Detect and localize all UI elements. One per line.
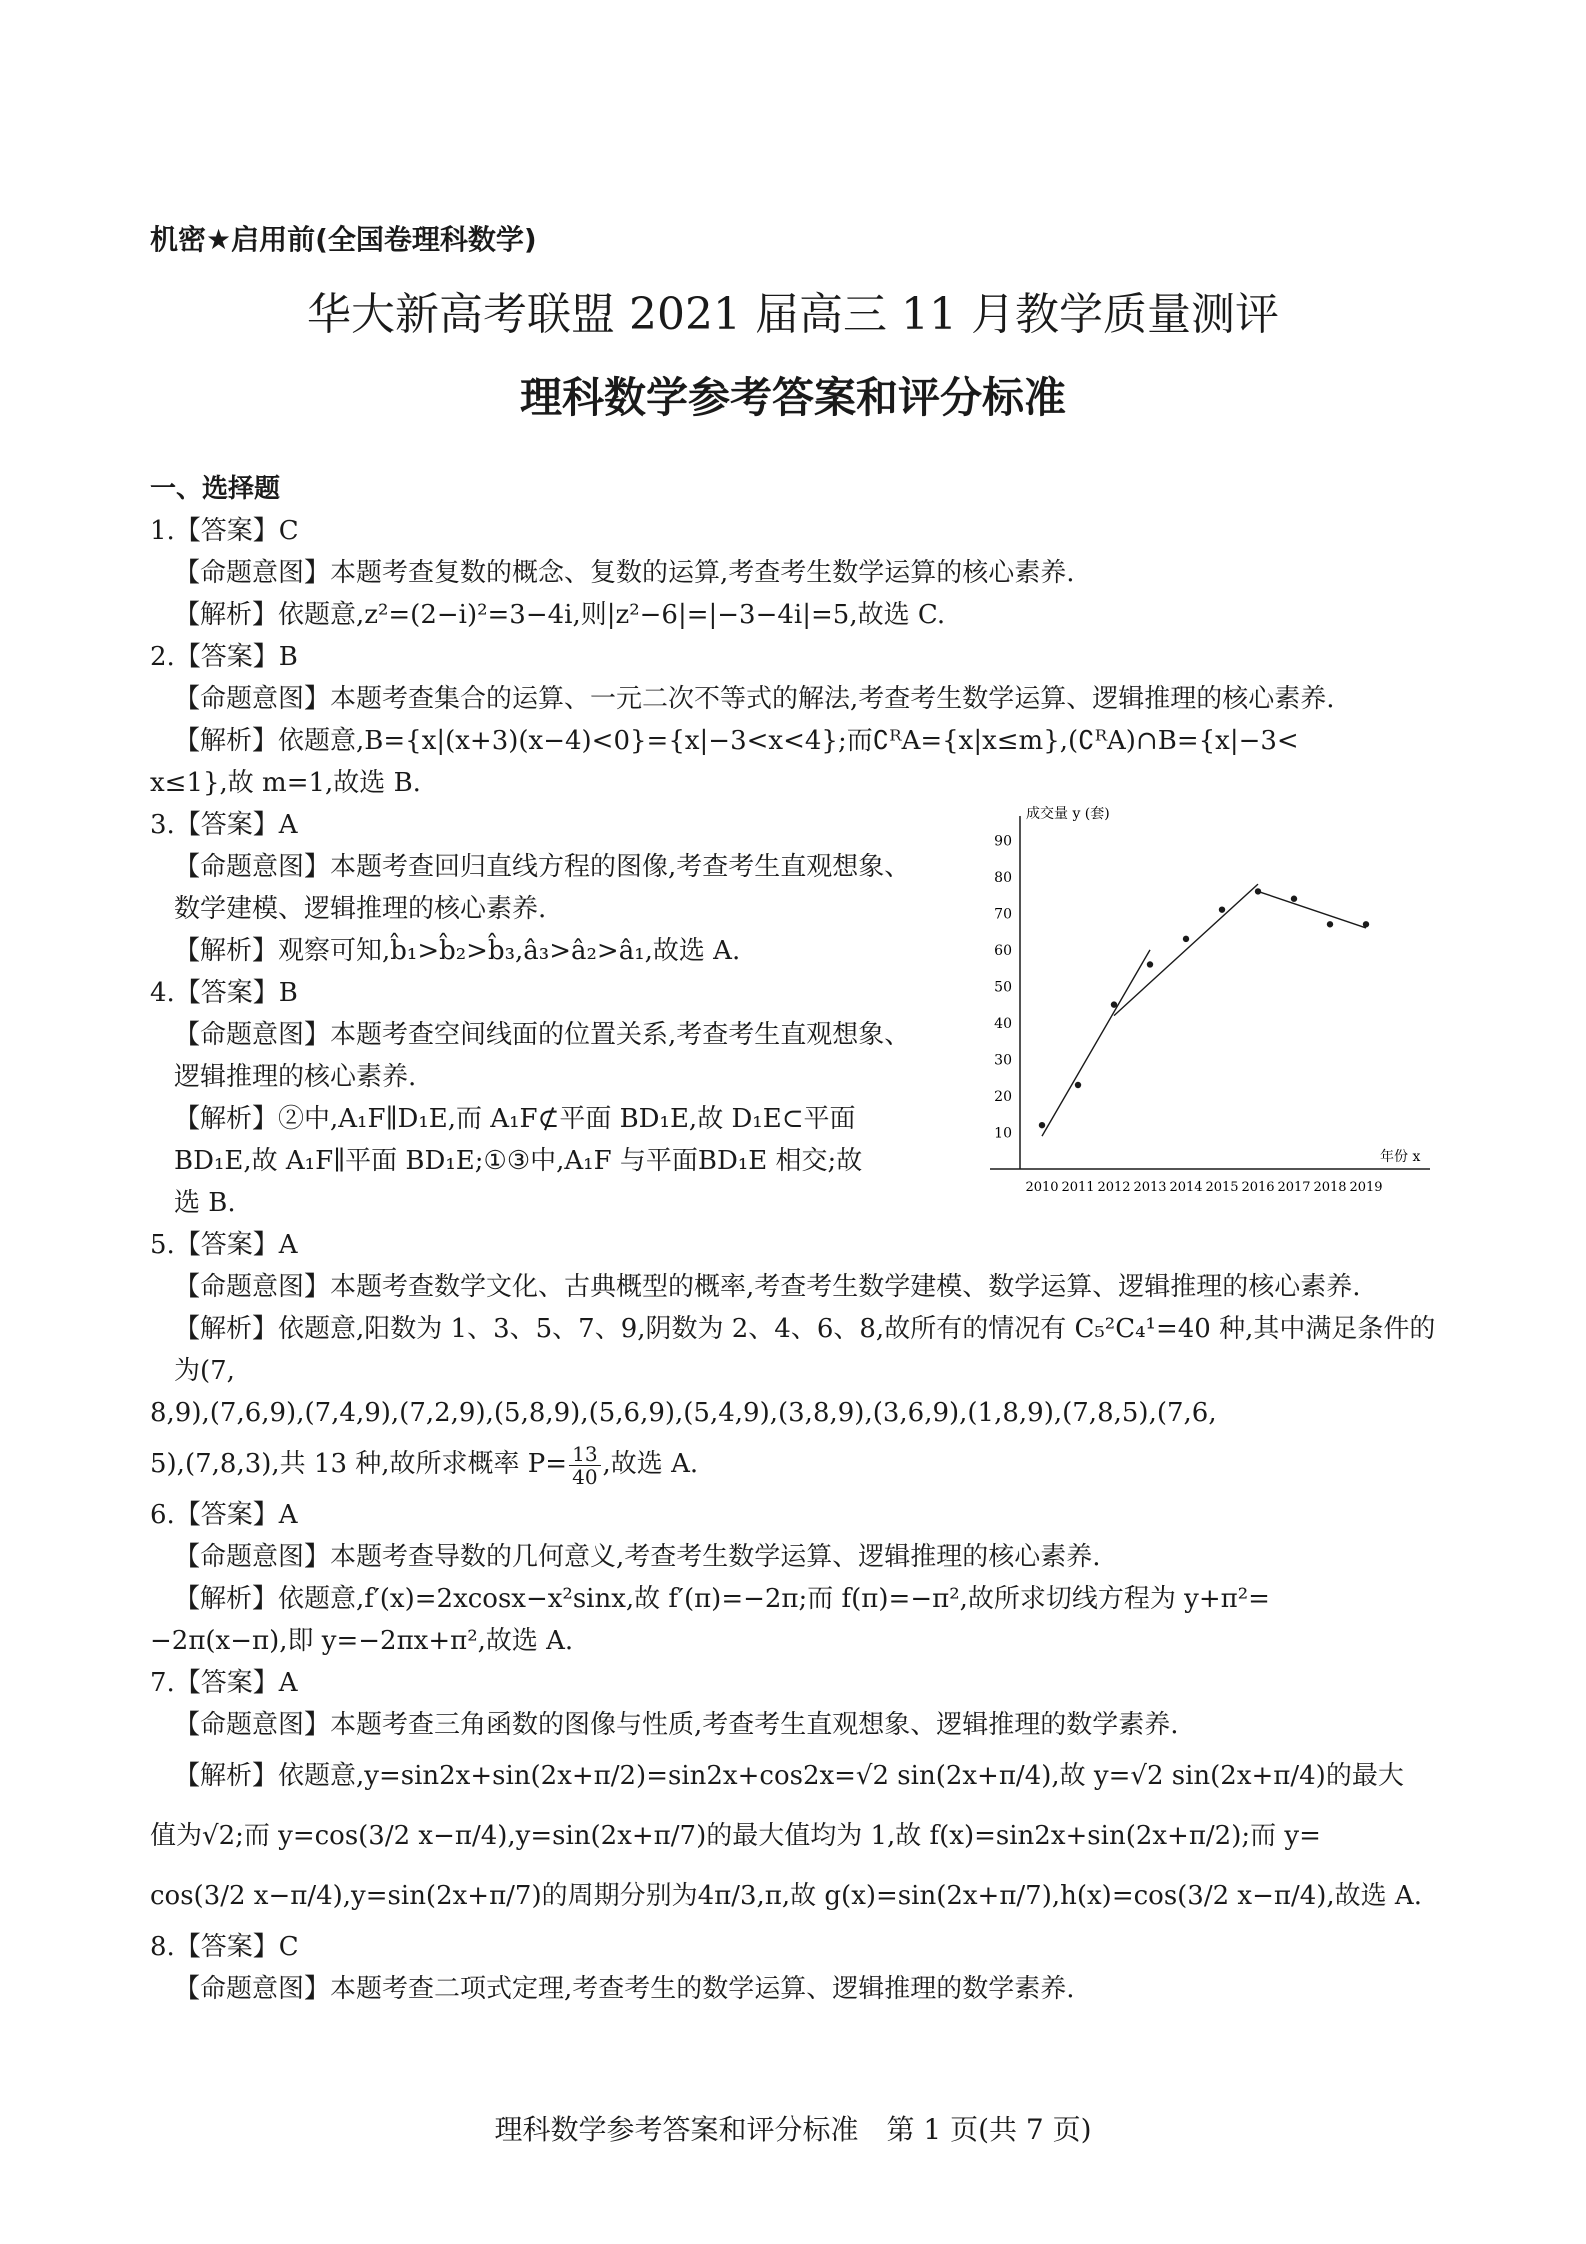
q5-solution-line3	[150, 1434, 1440, 1494]
data-point	[1219, 906, 1225, 912]
y-tick-group	[994, 833, 1012, 1141]
fraction-numerator: 13	[569, 1443, 600, 1466]
q3-solution: 【解析】观察可知,b̂₁>b̂₂>b̂₃,â₃>â₂>â₁,故选 A.	[174, 936, 741, 966]
y-tick-label: 30	[994, 1052, 1012, 1069]
page-footer: 理科数学参考答案和评分标准 第 1 页(共 7 页)	[494, 2113, 1092, 2146]
x-tick-label: 2013	[1133, 1180, 1167, 1195]
q4-answer: 4.【答案】B	[150, 978, 298, 1008]
q4-solution-line2: BD₁E,故 A₁F∥平面 BD₁E;①③中,A₁F 与平面BD₁E 相交;故	[174, 1146, 863, 1176]
fraction-denominator: 40	[572, 1464, 598, 1489]
regression-line	[1114, 884, 1258, 1015]
data-point	[1111, 1001, 1117, 1007]
y-tick-label: 10	[994, 1125, 1012, 1142]
q3-q4-block	[150, 804, 1440, 1224]
x-tick-group	[1025, 1180, 1382, 1195]
y-tick-label: 70	[994, 906, 1012, 923]
data-point	[1327, 921, 1333, 927]
q1-intent: 【命题意图】本题考查复数的概念、复数的运算,考查考生数学运算的核心素养.	[174, 558, 1075, 588]
q7-solution-line3: cos(3/2 x−π/4),y=sin(2x+π/7)的周期分别为4π/3,π,故 g(x)=sin(2x+π/7),h(x)=cos(3/2 x−π/4),故选 A.	[150, 1881, 1422, 1911]
section-heading: 一、选择题	[150, 474, 281, 504]
regression-line	[1258, 891, 1366, 928]
confidential-label: 机密★启用前(全国卷理科数学)	[150, 223, 537, 256]
q2-solution-line2: x≤1},故 m=1,故选 B.	[150, 768, 421, 798]
data-point	[1039, 1122, 1045, 1128]
q5-solution-line3b: ,故选 A.	[602, 1449, 699, 1479]
q4-intent-line1: 【命题意图】本题考查空间线面的位置关系,考查考生直观想象、	[174, 1020, 911, 1050]
x-tick-label: 2012	[1097, 1180, 1131, 1195]
q6-intent: 【命题意图】本题考查导数的几何意义,考查考生数学运算、逻辑推理的核心素养.	[174, 1542, 1101, 1572]
page-subtitle: 理科数学参考答案和评分标准	[519, 373, 1066, 422]
q2-intent: 【命题意图】本题考查集合的运算、一元二次不等式的解法,考查考生数学运算、逻辑推理的核心素养.	[174, 684, 1335, 714]
q8-answer: 8.【答案】C	[150, 1932, 299, 1962]
q6-answer: 6.【答案】A	[150, 1500, 298, 1530]
y-tick-label: 80	[994, 869, 1012, 886]
y-tick-label: 90	[994, 833, 1012, 850]
x-tick-label: 2011	[1061, 1180, 1095, 1195]
y-tick-label: 40	[994, 1015, 1012, 1032]
q4-solution-line3: 选 B.	[174, 1188, 236, 1218]
q7-intent: 【命题意图】本题考查三角函数的图像与性质,考查考生直观想象、逻辑推理的数学素养.	[174, 1710, 1179, 1740]
q3-intent-line2: 数学建模、逻辑推理的核心素养.	[174, 894, 547, 924]
q5-solution-line3a: 5),(7,8,3),共 13 种,故所求概率 P=	[150, 1449, 568, 1479]
data-point-group	[1039, 888, 1369, 1128]
y-tick-label: 60	[994, 942, 1012, 959]
q2-answer: 2.【答案】B	[150, 642, 298, 672]
data-point	[1075, 1082, 1081, 1088]
q3-answer: 3.【答案】A	[150, 810, 298, 840]
y-axis-label: 成交量 y (套)	[1026, 806, 1110, 822]
q8-intent: 【命题意图】本题考查二项式定理,考查考生的数学运算、逻辑推理的数学素养.	[174, 1974, 1075, 2004]
q5-solution-line1: 【解析】依题意,阳数为 1、3、5、7、9,阴数为 2、4、6、8,故所有的情况有 C₅²C₄¹=40 种,其中满足条件的为(7,	[174, 1314, 1436, 1386]
q7-answer: 7.【答案】A	[150, 1668, 298, 1698]
chart-svg	[970, 804, 1450, 1214]
q1-answer: 1.【答案】C	[150, 516, 299, 546]
q3-intent-line1: 【命题意图】本题考查回归直线方程的图像,考查考生直观想象、	[174, 852, 911, 882]
data-point	[1291, 896, 1297, 902]
q4-solution-line1: 【解析】②中,A₁F∥D₁E,而 A₁F⊄平面 BD₁E,故 D₁E⊂平面	[174, 1104, 856, 1134]
fit-line-group	[1042, 884, 1366, 1136]
q6-solution-line2: −2π(x−π),即 y=−2πx+π²,故选 A.	[150, 1626, 574, 1656]
q7-solution-line1: 【解析】依题意,y=sin2x+sin(2x+π/2)=sin2x+cos2x=√2 sin(2x+π/4),故 y=√2 sin(2x+π/4)的最大	[174, 1761, 1404, 1791]
y-tick-label: 20	[994, 1088, 1012, 1105]
x-tick-label: 2017	[1277, 1180, 1311, 1195]
q7-solution-line2: 值为√2;而 y=cos(3/2 x−π/4),y=sin(2x+π/7)的最大值均为 1,故 f(x)=sin2x+sin(2x+π/2);而 y=	[150, 1821, 1321, 1851]
data-point	[1147, 961, 1153, 967]
x-tick-label: 2014	[1169, 1180, 1203, 1195]
data-point	[1255, 888, 1261, 894]
q6-solution-line1: 【解析】依题意,f′(x)=2xcosx−x²sinx,故 f′(π)=−2π;而 f(π)=−π²,故所求切线方程为 y+π²=	[174, 1584, 1270, 1614]
x-tick-label: 2010	[1025, 1180, 1059, 1195]
x-tick-label: 2015	[1205, 1180, 1239, 1195]
x-tick-label: 2016	[1241, 1180, 1275, 1195]
probability-fraction	[569, 1443, 600, 1488]
data-point	[1363, 921, 1369, 927]
regression-chart	[970, 804, 1450, 1214]
answers-content	[150, 468, 1440, 2010]
q5-intent: 【命题意图】本题考查数学文化、古典概型的概率,考查考生数学建模、数学运算、逻辑推理的核心素养.	[174, 1272, 1361, 1302]
regression-line	[1042, 950, 1150, 1136]
q2-solution-line1: 【解析】依题意,B={x|(x+3)(x−4)<0}={x|−3<x<4};而∁ᴿA={x|x≤m},(∁ᴿA)∩B={x|−3<	[174, 726, 1299, 756]
q5-answer: 5.【答案】A	[150, 1230, 298, 1260]
x-tick-label: 2019	[1349, 1180, 1383, 1195]
q4-intent-line2: 逻辑推理的核心素养.	[174, 1062, 417, 1092]
q1-solution: 【解析】依题意,z²=(2−i)²=3−4i,则|z²−6|=|−3−4i|=5,故选 C.	[174, 600, 946, 630]
x-axis-label: 年份 x	[1380, 1149, 1421, 1165]
x-tick-label: 2018	[1313, 1180, 1347, 1195]
data-point	[1183, 936, 1189, 942]
q5-solution-line2: 8,9),(7,6,9),(7,4,9),(7,2,9),(5,8,9),(5,6,9),(5,4,9),(3,8,9),(3,6,9),(1,8,9),(7,8,5),(7,6,	[150, 1398, 1217, 1428]
y-tick-label: 50	[994, 979, 1012, 996]
page-title: 华大新高考联盟 2021 届高三 11 月教学质量测评	[307, 289, 1279, 340]
